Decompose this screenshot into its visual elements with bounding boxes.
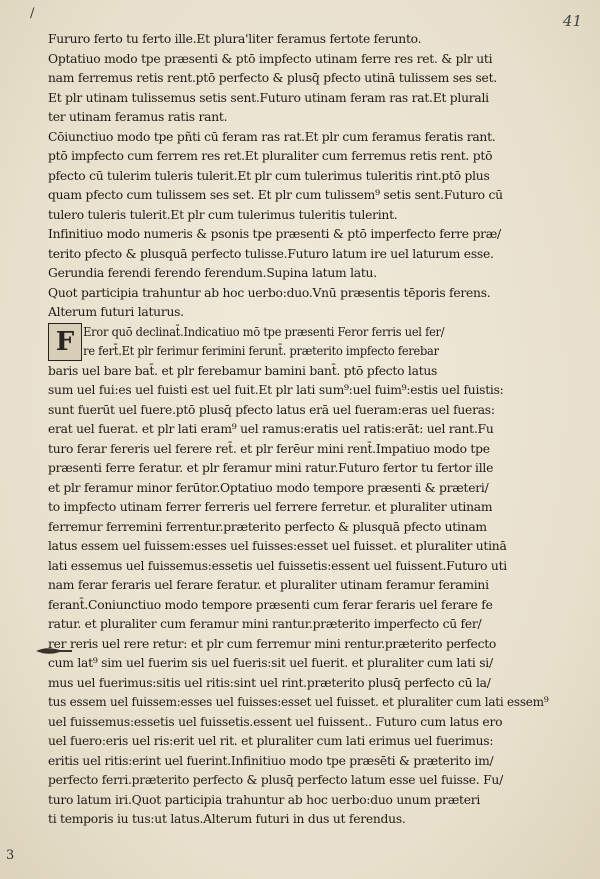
edge-mark-bottom: 3 xyxy=(6,848,15,863)
text-block xyxy=(48,30,548,830)
text-line: ptō impfecto cum ferrem res ret.Et pluraliter cum ferremus retis rent. ptō xyxy=(48,149,493,163)
text-line: turo ferar fereris uel ferere ret̄. et plr ferēur mini rent̄.Impatiuo modo tpe xyxy=(48,441,490,456)
text-line: erat uel fuerat. et plr lati eram⁹ uel ramus:eratis uel ratis:erāt: uel rant.Fu xyxy=(48,422,494,436)
text-line: sunt fuerūt uel fuere.ptō plusq̄ pfecto latus erā uel fueram:eras uel fueras: xyxy=(48,402,495,417)
folio-number: 41 xyxy=(562,12,582,30)
edge-mark-top: / xyxy=(30,6,35,21)
text-line: Quot participia trahuntur ab hoc uerbo:duo.Vnū præsentis tēporis ferens. xyxy=(48,285,491,300)
text-line: quam pfecto cum tulissem ses set. Et plr cum tulissem⁹ setis sent.Futuro cū xyxy=(48,188,503,202)
text-line: tus essem uel fuissem:esses uel fuisses:esset uel fuisset. et pluraliter cum lati essem⁹ xyxy=(48,695,549,709)
text-line: Alterum futuri laturus. xyxy=(48,305,184,319)
text-line: eritis uel ritis:erint uel fuerint.Infinitiuo modo tpe præsēti & præterito im/ xyxy=(48,753,494,768)
text-line: latus essem uel fuissem:esses uel fuisses:esset uel fuisset. et pluraliter utinā xyxy=(48,539,507,553)
text-line: rer reris uel rere retur: et plr cum ferremur mini rentur.præterito perfecto xyxy=(48,636,497,651)
initial-letter: F xyxy=(48,323,82,361)
paragraph-2 xyxy=(48,323,548,830)
text-line: ti temporis iu tus:ut latus.Alterum futuri in dus ut ferendus. xyxy=(48,812,406,826)
text-line: Et plr utinam tulissemus setis sent.Futuro utinam feram ras rat.Et plurali xyxy=(48,90,489,105)
text-line: nam ferar feraris uel ferare feratur. et pluraliter utinam feramur feramini xyxy=(48,578,489,592)
text-line: Fururo ferto tu ferto ille.Et plura'liter feramus fertote ferunto. xyxy=(48,32,422,46)
text-line: et plr feramur minor ferūtor.Optatiuo modo tempore præsenti & præteri/ xyxy=(48,480,489,495)
text-line: to impfecto utinam ferrer ferreris uel ferrere ferretur. et pluraliter utinam xyxy=(48,500,493,514)
text-line: re fert̄.Et plr ferimur ferimini ferunt̄. præterito impfecto ferebar xyxy=(83,344,439,358)
text-line: turo latum iri.Quot participia trahuntur ab hoc uerbo:duo unum præteri xyxy=(48,792,481,807)
text-line: baris uel bare bat̄. et plr ferebamur bamini bant̄. ptō pfecto latus xyxy=(48,363,438,378)
text-line: ratur. et pluraliter cum feramur mini rantur.præterito imperfecto cū fer/ xyxy=(48,617,482,631)
paragraph-1 xyxy=(48,30,548,323)
text-line: pfecto cū tulerim tuleris tulerit.Et plr cum tulerimus tuleritis rint.ptō plus xyxy=(48,168,490,183)
text-line: præsenti ferre feratur. et plr feramur mini ratur.Futuro fertor tu fertor ille xyxy=(48,461,494,475)
text-line: Eror quō declinat̄.Indicatiuo mō tpe præsenti Feror ferris uel fer/ xyxy=(83,324,445,339)
text-line: Gerundia ferendi ferendo ferendum.Supina latum latu. xyxy=(48,266,377,280)
text-line: tulero tuleris tulerit.Et plr cum tulerimus tuleritis tulerint. xyxy=(48,207,398,222)
text-line: mus uel fuerimus:sitis uel ritis:sint uel rint.præterito plusq̄ perfecto cū la/ xyxy=(48,675,491,690)
text-line: ter utinam feramus ratis rant. xyxy=(48,110,228,124)
text-line: ferant̄.Coniunctiuo modo tempore præsenti cum ferar feraris uel ferare fe xyxy=(48,597,493,612)
text-line: ferremur ferremini ferrentur.præterito perfecto & plusquā pfecto utinam xyxy=(48,519,487,534)
text-line: lati essemus uel fuissemus:essetis uel fuissetis:essent uel fuissent.Futuro uti xyxy=(48,558,507,573)
text-line: sum uel fui:es uel fuisti est uel fuit.Et plr lati sum⁹:uel fuim⁹:estis uel fuistis: xyxy=(48,383,504,397)
text-line: Cōiunctiuo modo tpe pñti cū feram ras rat.Et plr cum feramus feratis rant. xyxy=(48,129,496,144)
text-line: cum lat⁹ sim uel fuerim sis uel fueris:sit uel fuerit. et pluraliter cum lati si/ xyxy=(48,656,493,670)
text-line: terito pfecto & plusquā perfecto tulisse.Futuro latum ire uel laturum esse. xyxy=(48,246,494,261)
text-line: uel fuissemus:essetis uel fuissetis.essent uel fuissent.. Futuro cum latus ero xyxy=(48,714,503,729)
text-line: perfecto ferri.præterito perfecto & plusq̄ perfecto latum esse uel fuisse. Fu/ xyxy=(48,773,503,787)
text-line: Infinitiuo modo numeris & psonis tpe præsenti & ptō imperfecto ferre præ/ xyxy=(48,227,501,241)
text-line: nam ferremus retis rent.ptō perfecto & plusq̄ pfecto utinā tulissem ses set. xyxy=(48,71,497,85)
text-line: uel fuero:eris uel ris:erit uel rit. et pluraliter cum lati erimus uel fuerimus: xyxy=(48,734,494,748)
text-line: Optatiuo modo tpe præsenti & ptō impfecto utinam ferre res ret. & plr uti xyxy=(48,51,493,66)
